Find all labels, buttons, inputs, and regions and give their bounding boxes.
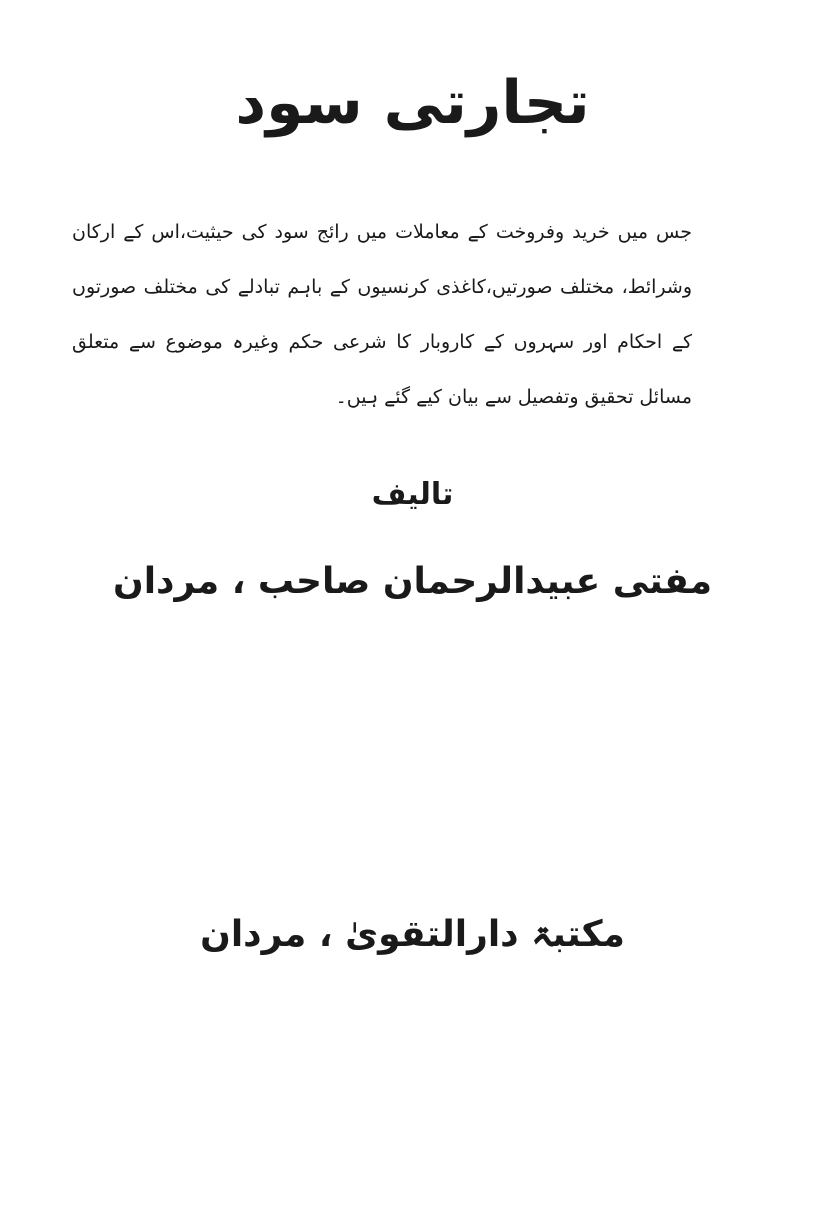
author-name: مفتی عبیدالرحمان صاحب ، مردان (112, 561, 713, 602)
book-title: تجارتی سود (235, 68, 590, 138)
book-description: جس میں خرید وفروخت کے معاملات میں رائج سود کی حیثیت،اس کے ارکان وشرائط، مختلف صورتیں،کاغذی کرنسیوں کے باہم تبادلے کی مختلف صورتوں کے احکام اور سہروں کے کاروبار کا شرعی حکم وغیرہ موضوع سے متعلق مسائل تحقیق وتفصیل سے بیان کیے گئے ہیں۔ (72, 221, 692, 408)
publisher-name: مکتبۃ دارالتقویٰ ، مردان (200, 914, 625, 955)
compiled-by-label: تالیف (371, 477, 454, 512)
